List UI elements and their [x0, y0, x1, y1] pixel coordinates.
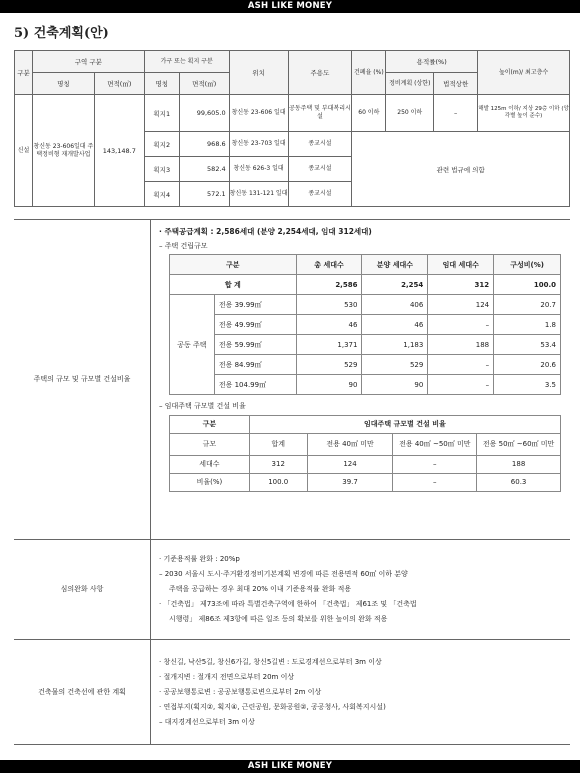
table-row — [170, 456, 561, 474]
scale-total-label: 합 계 — [170, 275, 297, 295]
header-lot: 가구 또는 획지 구분 — [144, 51, 229, 73]
lot-area-cell: 99,605.0 — [179, 95, 229, 132]
scale-total-value: 312 — [428, 275, 494, 295]
rental-header-col2: 전용 40㎡ ~50㎡ 미만 — [393, 434, 477, 456]
lot-name-cell: 획지3 — [144, 157, 179, 182]
relief-label: 심의완화 사항 — [14, 540, 151, 640]
scale-cell: 3.5 — [494, 375, 561, 395]
rental-cell: 188 — [477, 456, 561, 474]
scale-header-sale: 분양 세대수 — [362, 255, 428, 275]
scale-cell: 1,371 — [296, 335, 362, 355]
scale-header-total: 총 세대수 — [296, 255, 362, 275]
housing-label: 주택의 규모 및 규모별 건설비율 — [14, 220, 151, 540]
setback-line: – 대지경계선으로부터 3m 이상 — [159, 717, 255, 726]
rental-header-total: 합계 — [249, 434, 307, 456]
rental-header-scale: 규모 — [170, 434, 250, 456]
scale-cell: 46 — [362, 315, 428, 335]
scale-cell: – — [428, 315, 494, 335]
header-zone-area: 면적(㎡) — [94, 73, 144, 95]
housing-content — [151, 220, 571, 540]
lot-location-cell: 창신동 131-121 일대 — [229, 182, 288, 207]
rental-row-label: 세대수 — [170, 456, 250, 474]
lot-use-cell: 종교시설 — [288, 157, 352, 182]
scale-total-value: 100.0 — [494, 275, 561, 295]
scale-cell: – — [428, 355, 494, 375]
header-gubun: 구분 — [15, 51, 33, 95]
lot-use-cell: 종교시설 — [288, 182, 352, 207]
zone-name-cell: 창신동 23-606일대 주택정비형 재개발사업 — [32, 95, 94, 207]
rental-cell: 124 — [307, 456, 393, 474]
scale-cell: 124 — [428, 295, 494, 315]
table-row — [170, 355, 561, 375]
lot-bcr-cell: 60 이하 — [352, 95, 386, 132]
lot-location-cell: 창신동 23-703 일대 — [229, 132, 288, 157]
zone-area-cell: 143,148.7 — [94, 95, 144, 207]
scale-row-label: 전용 39.99㎡ — [214, 295, 296, 315]
setback-line: · 창신길, 낙산5길, 창신6가길, 창신5길변 : 도로경계선으로부터 3m 이상 — [159, 657, 382, 666]
scale-header-gubun: 구분 — [170, 255, 297, 275]
lot-far-legal-cell: – — [434, 95, 478, 132]
lot-name-cell: 획지4 — [144, 182, 179, 207]
housing-scale-subtitle: – 주택 건립규모 — [159, 242, 208, 250]
scale-cell: 90 — [362, 375, 428, 395]
rental-row-label: 비율(%) — [170, 474, 250, 492]
scale-cell: 1,183 — [362, 335, 428, 355]
rental-header-col1: 전용 40㎡ 미만 — [307, 434, 393, 456]
scale-total-value: 2,254 — [362, 275, 428, 295]
header-lot-name: 명칭 — [144, 73, 179, 95]
scale-cell: 90 — [296, 375, 362, 395]
relief-line: · 「건축법」 제73조에 따라 특별건축구역에 한하여 「건축법」 제61조 및 「건축법 — [159, 600, 417, 608]
section-title: 5) 건축계획(안) — [14, 26, 109, 41]
housing-scale-table — [169, 254, 561, 395]
scale-cell: 529 — [362, 355, 428, 375]
scale-row-label: 전용 104.99㎡ — [214, 375, 296, 395]
scale-cell: 188 — [428, 335, 494, 355]
header-zone: 구역 구분 — [32, 51, 144, 73]
scale-total-value: 2,586 — [296, 275, 362, 295]
header-bcr: 건폐율 (%) — [352, 51, 386, 95]
relief-line: 주택을 공급하는 경우 최대 20% 이내 기준용적률 완화 적용 — [169, 585, 352, 593]
plan-details-table — [14, 219, 570, 745]
lot-height-cell: 해발 125m 이하/ 지상 29층 이하 (앙각별 높이 준수) — [478, 95, 570, 132]
header-far: 용적률(%) — [386, 51, 478, 73]
relief-line: – 2030 서울시 도시·주거환경정비기본계획 변경에 따른 전용면적 60㎡ 이하 분양 — [159, 570, 408, 578]
header-zone-name: 명칭 — [32, 73, 94, 95]
rental-header-gubun: 구분 — [170, 416, 250, 434]
housing-summary: · 주택공급계획 : 2,586세대 (분양 2,254세대, 임대 312세대) — [159, 227, 372, 236]
table-row — [170, 295, 561, 315]
setback-label: 건축물의 건축선에 관한 계획 — [14, 640, 151, 745]
lot-area-cell: 968.6 — [179, 132, 229, 157]
rental-cell: 100.0 — [249, 474, 307, 492]
scale-cell: – — [428, 375, 494, 395]
rental-cell: 312 — [249, 456, 307, 474]
lot-area-cell: 572.1 — [179, 182, 229, 207]
lot-location-cell: 창신동 626-3 일대 — [229, 157, 288, 182]
relief-content — [151, 540, 571, 640]
table-row — [170, 315, 561, 335]
setback-line: · 연접부지(획지②, 획지④, 근린공원, 문화공원②, 공공청사, 사회복지시설) — [159, 702, 386, 711]
scale-cell: 530 — [296, 295, 362, 315]
header-far-legal: 법적상한 — [434, 73, 478, 95]
rental-cell: 60.3 — [477, 474, 561, 492]
scale-cell: 529 — [296, 355, 362, 375]
lot-area-cell: 582.4 — [179, 157, 229, 182]
lot-far-plan-cell: 250 이하 — [386, 95, 434, 132]
scale-group-label: 공동 주택 — [170, 295, 215, 395]
related-law-note: 관련 법규에 의함 — [352, 132, 570, 207]
top-banner: ASH LIKE MONEY — [0, 0, 580, 13]
setback-content — [151, 640, 571, 745]
scale-header-ratio: 구성비(%) — [494, 255, 561, 275]
rental-subtitle: – 임대주택 규모별 건설 비율 — [159, 402, 246, 410]
lot-use-cell: 공동주택 및 부대복리시설 — [288, 95, 352, 132]
scale-cell: 20.7 — [494, 295, 561, 315]
bottom-banner: ASH LIKE MONEY — [0, 760, 580, 773]
rental-cell: – — [393, 456, 477, 474]
scale-header-rental: 임대 세대수 — [428, 255, 494, 275]
scale-cell: 406 — [362, 295, 428, 315]
table-row — [170, 474, 561, 492]
scale-cell: 53.4 — [494, 335, 561, 355]
setback-line: · 공공보행통로변 : 공공보행통로변으로부터 2m 이상 — [159, 687, 322, 696]
rental-cell: 39.7 — [307, 474, 393, 492]
header-far-plan: 정비계획 (상한) — [386, 73, 434, 95]
lot-use-cell: 종교시설 — [288, 132, 352, 157]
header-lot-area: 면적(㎡) — [179, 73, 229, 95]
rental-header-col3: 전용 50㎡ ~60㎡ 미만 — [477, 434, 561, 456]
rental-header-title: 임대주택 규모별 건설 비율 — [249, 416, 560, 434]
division-cell: 신설 — [15, 95, 33, 207]
relief-line: 시행령」 제86조 제3항에 따른 일조 등의 확보를 위한 높이의 완화 적용 — [169, 615, 388, 623]
scale-cell: 46 — [296, 315, 362, 335]
building-plan-table — [14, 50, 570, 207]
table-row — [170, 375, 561, 395]
scale-cell: 1.8 — [494, 315, 561, 335]
scale-row-label: 전용 84.99㎡ — [214, 355, 296, 375]
setback-line: · 절개지변 : 절개지 전면으로부터 20m 이상 — [159, 672, 295, 681]
header-location: 위치 — [229, 51, 288, 95]
table-row — [170, 335, 561, 355]
header-use: 주용도 — [288, 51, 352, 95]
rental-cell: – — [393, 474, 477, 492]
lot-name-cell: 획지2 — [144, 132, 179, 157]
header-height: 높이(m)/ 최고층수 — [478, 51, 570, 95]
rental-ratio-table — [169, 415, 561, 492]
scale-row-label: 전용 59.99㎡ — [214, 335, 296, 355]
lot-location-cell: 창신동 23-606 일대 — [229, 95, 288, 132]
scale-cell: 20.6 — [494, 355, 561, 375]
lot-name-cell: 획지1 — [144, 95, 179, 132]
scale-row-label: 전용 49.99㎡ — [214, 315, 296, 335]
relief-line: · 기준용적률 완화 : 20%p — [159, 555, 240, 563]
